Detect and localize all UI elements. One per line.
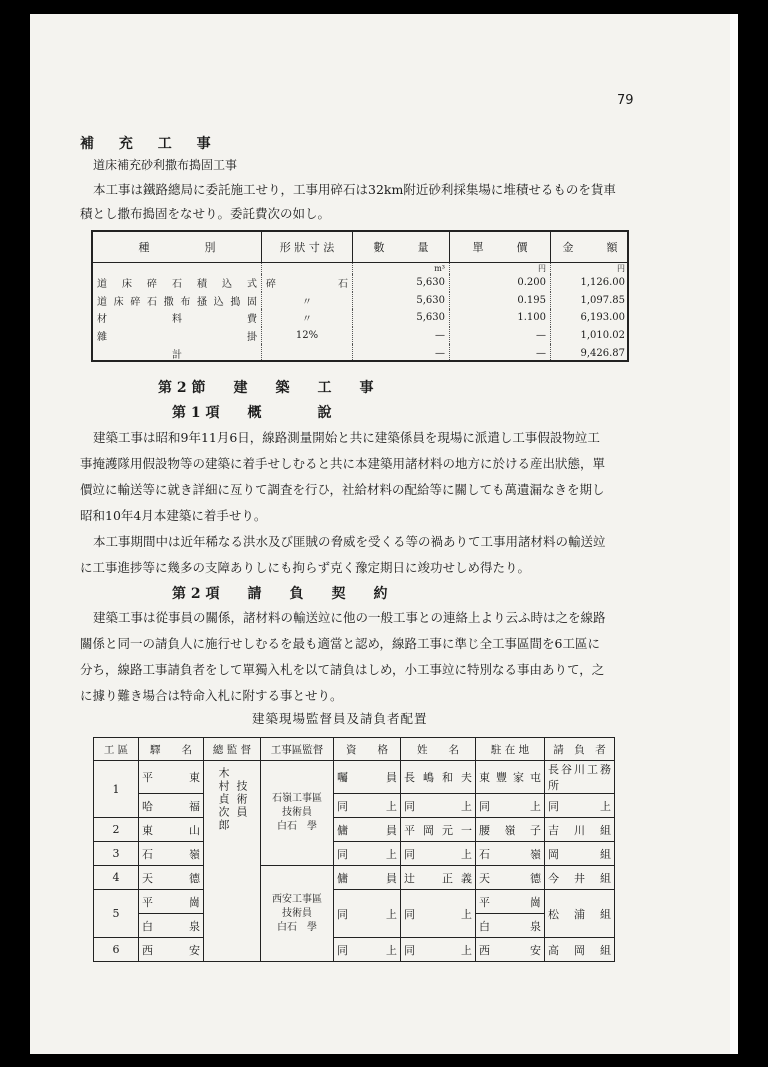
name-cell: 辻 正義 — [401, 866, 476, 890]
qual-cell: 傭 員 — [334, 866, 401, 890]
cost-table-units — [93, 263, 629, 275]
cell: 5,630 — [353, 274, 450, 292]
intro-line-1: 本工事は鐵路總局に委託施工せり，工事用碎石は32km附近砂利採集場に堆積せるものを貨車 — [93, 182, 616, 197]
district-supervisor-1 — [261, 761, 334, 866]
qual-cell: 同 上 — [334, 890, 401, 938]
table-row — [94, 938, 615, 962]
station-cell: 哈 福 — [139, 794, 204, 818]
district-cell: 2 — [94, 818, 139, 842]
name-cell: 同 上 — [401, 794, 476, 818]
cell: 1,097.85 — [551, 292, 630, 310]
district-cell: 5 — [94, 890, 139, 938]
cell: 12% — [262, 327, 353, 345]
district-cell: 3 — [94, 842, 139, 866]
header-name: 姓 名 — [401, 738, 476, 761]
post-cell: 同 上 — [476, 794, 545, 818]
table-row — [93, 292, 629, 310]
contractor-cell: 松 浦 組 — [545, 890, 615, 938]
table-row — [94, 761, 615, 794]
district-cell: 6 — [94, 938, 139, 962]
name-cell: 同 上 — [401, 842, 476, 866]
post-cell: 腰 嶺 子 — [476, 818, 545, 842]
district-cell: 1 — [94, 761, 139, 818]
staff-table-header — [94, 738, 615, 761]
cell: — — [450, 327, 551, 345]
name-cell: 同 上 — [401, 938, 476, 962]
table-row — [94, 842, 615, 866]
station-cell: 白 泉 — [139, 914, 204, 938]
cell: 道 床 碎 石 積 込 式 — [97, 279, 257, 291]
item2-line-4: に據り難き場合は特命入札に附する事とせり。 — [80, 688, 343, 703]
header-station: 驛 名 — [139, 738, 204, 761]
post-cell: 平 崗 — [476, 890, 545, 914]
cell: 5,630 — [353, 292, 450, 310]
item1b-line-2: に工事進捗等に幾多の支障ありしにも拘らず克く豫定期日に竣功せしめ得たり。 — [80, 560, 531, 575]
title-label: 技術員 — [282, 807, 312, 818]
cost-header-type: 種 別 — [93, 232, 262, 263]
table-row — [94, 794, 615, 818]
chief-title: 技術員 — [235, 780, 248, 819]
unit-cell: 円 — [450, 263, 551, 275]
table2-caption: 建築現場監督員及請負者配置 — [252, 711, 428, 726]
cost-header-qty: 數 量 — [353, 232, 450, 263]
item2-title: 第 2 項 請 負 契 約 — [172, 586, 388, 602]
qual-cell: 傭 員 — [334, 818, 401, 842]
chief-name: 木村貞次郎 — [217, 767, 230, 832]
name-label: 白石 學 — [277, 921, 317, 933]
item1b-line-1: 本工事期間中は近年稀なる洪水及び匪賊の脅威を受くる等の禍ありて工事用諸材料の輸送竝 — [93, 534, 606, 549]
page-number: 79 — [617, 93, 634, 108]
total-row — [93, 344, 629, 362]
item1-line-1: 建築工事は昭和9年11月6日，線路測量開始と共に建築係員を現場に派遣し工事假設物竝工 — [93, 430, 600, 445]
table-row — [93, 327, 629, 345]
contractor-cell: 吉 川 組 — [545, 818, 615, 842]
cell: 1,126.00 — [551, 274, 630, 292]
station-cell: 平 東 — [139, 761, 204, 794]
name-cell: 平岡元一 — [401, 818, 476, 842]
item2-line-2: 關係と同一の請負人に施行せしむるを最も適當と認め，線路工事に準じ全工事區間を6工區に — [80, 636, 600, 651]
unit-cell — [262, 263, 353, 275]
qual-cell: 同 上 — [334, 842, 401, 866]
name-label: 白石 學 — [277, 821, 317, 832]
station-cell: 石 嶺 — [139, 842, 204, 866]
qual-cell: 同 上 — [334, 794, 401, 818]
cell: 道床碎石撒布搔込搗固 — [97, 296, 257, 308]
name-cell: 長嶋和夫 — [401, 761, 476, 794]
post-cell: 東豐家屯 — [476, 761, 545, 794]
post-cell: 白 泉 — [476, 914, 545, 938]
unit-cell — [93, 263, 262, 275]
post-cell: 西 安 — [476, 938, 545, 962]
unit-cell: 円 — [551, 263, 630, 275]
item1-line-3: 價竝に輸送等に就き詳細に亙りて調査を行ひ，社給材料の配給等に關しても萬遺漏なきを期し — [80, 482, 605, 497]
subsection-title: 道床補充砂利撒布搗固工事 — [93, 158, 238, 172]
contractor-cell: 岡 組 — [545, 842, 615, 866]
page-edge — [730, 14, 738, 1054]
cell: 〃 — [262, 309, 353, 327]
cost-table-header — [93, 232, 629, 263]
title-label: 技術員 — [282, 907, 312, 919]
intro-line-2: 積とし撒布搗固をなせり。委託費次の如し。 — [80, 206, 331, 221]
cost-header-amount: 金 額 — [551, 232, 630, 263]
post-cell: 天 德 — [476, 866, 545, 890]
cost-header-unit-price: 單 價 — [450, 232, 551, 263]
station-cell: 東 山 — [139, 818, 204, 842]
contractor-cell: 高 岡 組 — [545, 938, 615, 962]
cell: — — [353, 327, 450, 345]
name-cell: 同 上 — [401, 890, 476, 938]
item2-line-3: 分ち，線路工事請負者をして單獨入札を以て請負はしめ，小工事竝に特別なる事由ありて，之 — [80, 662, 605, 677]
office-label: 石嶺工事區 — [272, 793, 322, 804]
header-post: 駐 在 地 — [476, 738, 545, 761]
cell: 碎 石 — [262, 274, 353, 292]
cell: 0.195 — [450, 292, 551, 310]
chief-supervisor-cell — [204, 761, 261, 962]
section2-title: 第 2 節 建 築 工 事 — [158, 380, 374, 396]
qual-cell: 同 上 — [334, 938, 401, 962]
table-row — [93, 274, 629, 292]
table-row — [93, 309, 629, 327]
cell: 5,630 — [353, 309, 450, 327]
cell: 1.100 — [450, 309, 551, 327]
qual-cell: 囑 員 — [334, 761, 401, 794]
cell: 9,426.87 — [551, 344, 630, 362]
header-chief: 總 監 督 — [204, 738, 261, 761]
office-label: 西安工事區 — [272, 893, 322, 905]
cell — [262, 344, 353, 362]
table-row — [94, 818, 615, 842]
post-cell: 石 嶺 — [476, 842, 545, 866]
item2-line-1: 建築工事は從事員の關係，諸材料の輸送竝に他の一般工事との連絡上より云ふ時は之を線路 — [93, 610, 606, 625]
header-contractor: 請 負 者 — [545, 738, 615, 761]
contractor-cell: 今 井 組 — [545, 866, 615, 890]
header-district-supervisor: 工事區監督 — [261, 738, 334, 761]
cost-table — [93, 232, 629, 362]
cell: 0.200 — [450, 274, 551, 292]
table-row — [94, 866, 615, 890]
unit-cell: m³ — [353, 263, 450, 275]
cell: 6,193.00 — [551, 309, 630, 327]
contractor-cell: 長谷川工務所 — [545, 761, 615, 794]
staff-table — [93, 737, 615, 962]
station-cell: 天 德 — [139, 866, 204, 890]
item1-title: 第 1 項 概 說 — [172, 405, 332, 421]
cell: 雜 掛 — [97, 332, 257, 344]
cell: 1,010.02 — [551, 327, 630, 345]
item1-line-4: 昭和10年4月本建築に着手せり。 — [80, 508, 267, 523]
cell: 材 料 費 — [97, 314, 257, 326]
cell: — — [450, 344, 551, 362]
table-row — [94, 890, 615, 914]
district-cell: 4 — [94, 866, 139, 890]
cost-header-spec: 形 狀 寸 法 — [262, 232, 353, 263]
station-cell: 西 安 — [139, 938, 204, 962]
header-qualification: 資 格 — [334, 738, 401, 761]
contractor-cell: 同 上 — [545, 794, 615, 818]
cell: 計 — [172, 349, 182, 361]
section-title: 補 充 工 事 — [80, 136, 221, 152]
cell: 〃 — [262, 292, 353, 310]
station-cell: 平 崗 — [139, 890, 204, 914]
cell: — — [353, 344, 450, 362]
header-district: 工 區 — [94, 738, 139, 761]
district-supervisor-2 — [261, 866, 334, 962]
item1-line-2: 事掩護隊用假設物等の建築に着手せしむると共に本建築用諸材料の地方に於ける産出狀態，單 — [80, 456, 606, 471]
